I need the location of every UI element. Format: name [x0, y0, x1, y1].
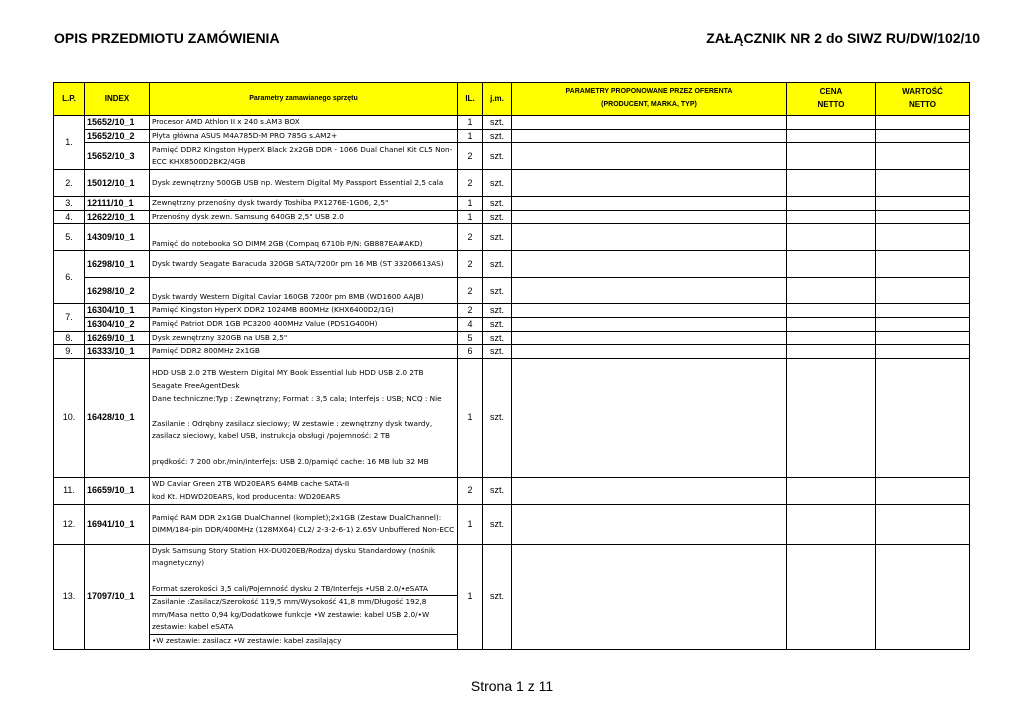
row-unit: szt.: [483, 143, 512, 170]
row-index: 12622/10_1: [85, 210, 150, 224]
table-row: [54, 197, 970, 211]
offer-cell[interactable]: [512, 143, 787, 170]
price-cell[interactable]: [787, 251, 876, 278]
price-cell[interactable]: [787, 143, 876, 170]
row-index: 17097/10_1: [85, 544, 150, 649]
row-description: Przenośny dysk zewn. Samsung 640GB 2,5" USB 2.0: [150, 210, 458, 224]
value-cell[interactable]: [876, 331, 970, 345]
row-index: 16298/10_1: [85, 251, 150, 278]
row-description: Procesor AMD Athlon II x 240 s.AM3 BOX: [150, 116, 458, 130]
row-quantity: 4: [458, 317, 483, 331]
row-quantity: 2: [458, 278, 483, 304]
price-cell[interactable]: [787, 358, 876, 477]
row-description: Dysk zewnętrzny 500GB USB np. Western Digital My Passport Essential 2,5 cala: [150, 170, 458, 197]
row-description: Pamięć Kingston HyperX DDR2 1024MB 800MHz (KHX6400D2/1G): [150, 304, 458, 318]
row-description: Pamięć DDR2 Kingston HyperX Black 2x2GB DDR - 1066 Dual Chanel Kit CL5 Non-ECC KHX8500D2BK2/4GB: [150, 143, 458, 170]
desc-line: Seagate FreeAgentDesk: [152, 380, 240, 390]
row-index: 16333/10_1: [85, 345, 150, 359]
row-quantity: 1: [458, 197, 483, 211]
desc-line: prędkość: 7 200 obr./min/interfejs: USB 2.0/pamięć cache: 16 MB lub 32 MB: [152, 456, 429, 466]
desc-line: WD Caviar Green 2TB WD20EARS 64MB cache SATA-II: [152, 479, 350, 489]
offer-cell[interactable]: [512, 197, 787, 211]
row-lp: 8.: [54, 331, 85, 345]
table-row: [54, 143, 970, 170]
row-unit: szt.: [483, 317, 512, 331]
header-jm: j.m.: [483, 83, 512, 116]
price-cell[interactable]: [787, 210, 876, 224]
desc-block: [150, 595, 457, 634]
row-unit: szt.: [483, 278, 512, 304]
row-lp: 2.: [54, 170, 85, 197]
table-row: [54, 477, 970, 504]
row-quantity: 2: [458, 477, 483, 504]
row-quantity: 1: [458, 358, 483, 477]
desc-line: Zasilanie : Odrębny zasilacz sieciowy; W zestawie : zewnętrzny dysk twardy, zasilacz sieciowy, kabel USB, instrukcja obsługi /pojemność: 2 TB: [152, 418, 433, 441]
offer-cell[interactable]: [512, 317, 787, 331]
header-price: [787, 83, 876, 116]
row-lp: 3.: [54, 197, 85, 211]
row-unit: szt.: [483, 544, 512, 649]
row-quantity: 2: [458, 224, 483, 251]
offer-cell[interactable]: [512, 116, 787, 130]
value-cell[interactable]: [876, 504, 970, 544]
row-index: 15652/10_1: [85, 116, 150, 130]
table-row: [54, 504, 970, 544]
value-cell[interactable]: [876, 224, 970, 251]
row-quantity: 1: [458, 210, 483, 224]
row-lp: 6.: [54, 251, 85, 304]
row-description: Pamięć RAM DDR 2x1GB DualChannel (komplet);2x1GB (Zestaw DualChannel): DIMM/184-pin DDR/400MHz (128MX64) CL2/ 2-3-2-6-1) 2.65V Unbuffered Non-ECC: [150, 504, 458, 544]
table-row: [54, 251, 970, 278]
table-row: [54, 331, 970, 345]
row-unit: szt.: [483, 345, 512, 359]
offer-cell[interactable]: [512, 331, 787, 345]
row-quantity: 6: [458, 345, 483, 359]
price-cell[interactable]: [787, 477, 876, 504]
row-description: Pamięć DDR2 800MHz 2x1GB: [150, 345, 458, 359]
price-cell[interactable]: [787, 278, 876, 304]
header-lp: L.P.: [54, 83, 85, 116]
value-cell[interactable]: [876, 358, 970, 477]
desc-line: Format szerokości 3,5 cali/Pojemność dysku 2 TB/Interfejs •USB 2.0/•eSATA: [152, 583, 428, 593]
value-cell[interactable]: [876, 345, 970, 359]
value-cell[interactable]: [876, 197, 970, 211]
row-index: 14309/10_1: [85, 224, 150, 251]
row-unit: szt.: [483, 477, 512, 504]
row-description: Dysk twardy Western Digital Caviar 160GB 7200r pm 8MB (WD1600 AAJB): [150, 278, 458, 304]
row-unit: szt.: [483, 304, 512, 318]
row-quantity: 1: [458, 116, 483, 130]
header-offer-params: [512, 83, 787, 116]
header-offer-line1: PARAMETRY PROPONOWANE PRZEZ OFERENTA: [565, 88, 733, 96]
value-cell[interactable]: [876, 317, 970, 331]
table-row: [54, 304, 970, 318]
desc-line: •W zestawie: zasilacz •W zestawie: kabel zasilający: [152, 635, 342, 645]
row-lp: 13.: [54, 544, 85, 649]
table-header-row: [54, 83, 970, 116]
row-unit: szt.: [483, 504, 512, 544]
table-row: [54, 224, 970, 251]
table-row: [54, 210, 970, 224]
row-index: 16269/10_1: [85, 331, 150, 345]
value-cell[interactable]: [876, 170, 970, 197]
row-lp: 11.: [54, 477, 85, 504]
row-quantity: 2: [458, 143, 483, 170]
header-price-line2: NETTO: [817, 100, 845, 109]
value-cell[interactable]: [876, 477, 970, 504]
table-row: [54, 278, 970, 304]
header-value-line2: NETTO: [909, 100, 936, 109]
price-cell[interactable]: [787, 129, 876, 143]
header-il: IL.: [458, 83, 483, 116]
row-index: 16659/10_1: [85, 477, 150, 504]
row-unit: szt.: [483, 358, 512, 477]
row-unit: szt.: [483, 116, 512, 130]
row-index: 12111/10_1: [85, 197, 150, 211]
row-index: 16298/10_2: [85, 278, 150, 304]
row-index: 16304/10_1: [85, 304, 150, 318]
row-quantity: 1: [458, 504, 483, 544]
row-quantity: 2: [458, 251, 483, 278]
row-description: [150, 544, 458, 649]
row-index: 15652/10_3: [85, 143, 150, 170]
header-value: [876, 83, 970, 116]
row-index: 15652/10_2: [85, 129, 150, 143]
row-unit: szt.: [483, 331, 512, 345]
row-description: [150, 477, 458, 504]
price-cell[interactable]: [787, 345, 876, 359]
header-params: Parametry zamawianego sprzętu: [150, 83, 458, 116]
table-row: [54, 544, 970, 649]
desc-block: [150, 634, 457, 648]
table-row: [54, 116, 970, 130]
row-description: Dysk twardy Seagate Baracuda 320GB SATA/7200r pm 16 MB (ST 33206613AS): [150, 251, 458, 278]
price-cell[interactable]: [787, 197, 876, 211]
order-specification-table: [53, 82, 970, 650]
price-cell[interactable]: [787, 544, 876, 649]
offer-cell[interactable]: [512, 358, 787, 477]
offer-cell[interactable]: [512, 345, 787, 359]
row-lp: 10.: [54, 358, 85, 477]
offer-cell[interactable]: [512, 504, 787, 544]
row-quantity: 5: [458, 331, 483, 345]
price-cell[interactable]: [787, 224, 876, 251]
price-cell[interactable]: [787, 331, 876, 345]
offer-cell[interactable]: [512, 304, 787, 318]
row-lp: 5.: [54, 224, 85, 251]
header-offer-line2: (PRODUCENT, MARKA, TYP): [601, 101, 697, 108]
table-row: [54, 170, 970, 197]
row-index: 16428/10_1: [85, 358, 150, 477]
row-unit: szt.: [483, 251, 512, 278]
offer-cell[interactable]: [512, 278, 787, 304]
row-lp: 9.: [54, 345, 85, 359]
row-unit: szt.: [483, 210, 512, 224]
attachment-reference: ZAŁĄCZNIK NR 2 do SIWZ RU/DW/102/10: [706, 30, 980, 46]
value-cell[interactable]: [876, 210, 970, 224]
row-description: [150, 358, 458, 477]
row-index: 16941/10_1: [85, 504, 150, 544]
row-description: Dysk zewnętrzny 320GB na USB 2,5": [150, 331, 458, 345]
row-quantity: 1: [458, 129, 483, 143]
row-quantity: 2: [458, 304, 483, 318]
value-cell[interactable]: [876, 544, 970, 649]
value-cell[interactable]: [876, 251, 970, 278]
desc-line: Zasilanie :Zasilacz/Szerokość 119,5 mm/Wysokość 41,8 mm/Długość 192,8 mm/Masa netto 0,94 kg/Dodatkowe funkcje •W zestawie: kabel USB 2.0/•W zestawie: kabel eSATA: [152, 597, 430, 632]
header-value-line1: WARTOŚĆ: [902, 87, 943, 97]
value-cell[interactable]: [876, 116, 970, 130]
price-cell[interactable]: [787, 170, 876, 197]
row-lp: 4.: [54, 210, 85, 224]
desc-line: Dane techniczne:Typ : Zewnętrzny; Format : 3,5 cala; Interfejs : USB; NCQ : Nie: [152, 393, 442, 403]
value-cell[interactable]: [876, 129, 970, 143]
table-row: [54, 129, 970, 143]
offer-cell[interactable]: [512, 544, 787, 649]
row-unit: szt.: [483, 170, 512, 197]
offer-cell[interactable]: [512, 251, 787, 278]
price-cell[interactable]: [787, 304, 876, 318]
row-quantity: 1: [458, 544, 483, 649]
row-unit: szt.: [483, 129, 512, 143]
row-description: Pamięć do notebooka SO DIMM 2GB (Compaq 6710b P/N: GB887EA#AKD): [150, 224, 458, 251]
offer-cell[interactable]: [512, 170, 787, 197]
offer-cell[interactable]: [512, 477, 787, 504]
row-description: Płyta główna ASUS M4A785D-M PRO 785G s.AM2+: [150, 129, 458, 143]
row-lp: 7.: [54, 304, 85, 331]
desc-line: kod Kt. HDWD20EARS, kod producenta: WD20EARS: [152, 491, 341, 501]
price-cell[interactable]: [787, 504, 876, 544]
document-title: OPIS PRZEDMIOTU ZAMÓWIENIA: [54, 30, 280, 46]
row-lp: 12.: [54, 504, 85, 544]
desc-line: Dysk Samsung Story Station HX-DU020EB/Rodzaj dysku Standardowy (nośnik magnetyczny): [152, 545, 436, 568]
row-description: Pamięć Patriot DDR 1GB PC3200 400MHz Value (PDS1G400H): [150, 317, 458, 331]
row-quantity: 2: [458, 170, 483, 197]
offer-cell[interactable]: [512, 210, 787, 224]
row-index: 15012/10_1: [85, 170, 150, 197]
row-unit: szt.: [483, 224, 512, 251]
value-cell[interactable]: [876, 143, 970, 170]
table-row: [54, 358, 970, 477]
table-row: [54, 317, 970, 331]
offer-cell[interactable]: [512, 224, 787, 251]
desc-line: HDD USB 2.0 2TB Western Digital MY Book Essential lub HDD USB 2.0 2TB: [152, 368, 424, 378]
header-index: INDEX: [85, 83, 150, 116]
table-row: [54, 345, 970, 359]
header-price-line1: CENA: [819, 87, 843, 97]
row-description: Zewnętrzny przenośny dysk twardy Toshiba PX1276E-1G06, 2,5": [150, 197, 458, 211]
price-cell[interactable]: [787, 116, 876, 130]
value-cell[interactable]: [876, 304, 970, 318]
price-cell[interactable]: [787, 317, 876, 331]
row-unit: szt.: [483, 197, 512, 211]
value-cell[interactable]: [876, 278, 970, 304]
page-number: Strona 1 z 11: [470, 678, 554, 694]
row-lp: 1.: [54, 116, 85, 170]
desc-block: [150, 545, 457, 595]
offer-cell[interactable]: [512, 129, 787, 143]
row-index: 16304/10_2: [85, 317, 150, 331]
